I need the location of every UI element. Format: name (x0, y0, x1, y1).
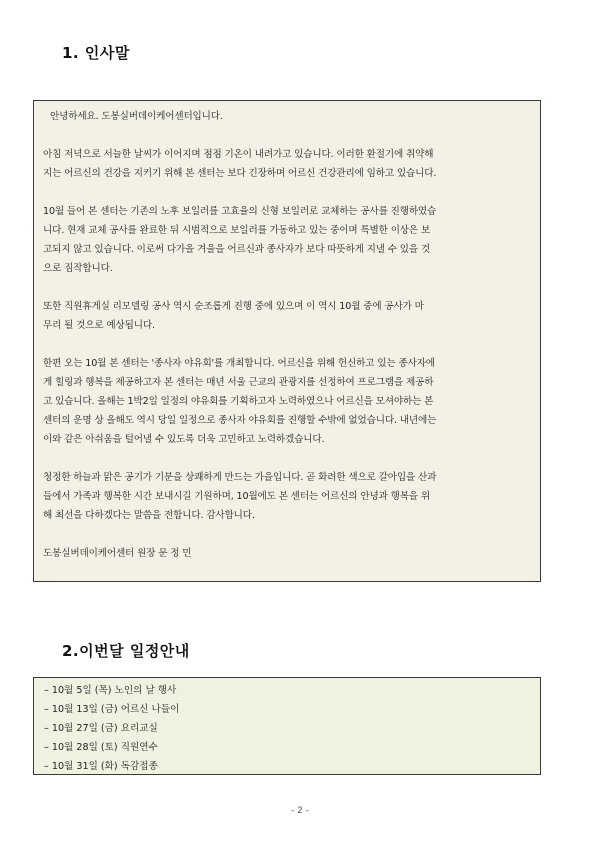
schedule-item: – 10월 27일 (금) 요리교실 (44, 723, 158, 734)
greeting-paragraph: 아침 저녁으로 서늘한 날씨가 이어지며 점점 기온이 내려가고 있습니다. 이러한 환절기에 취약해 지는 어르신의 건강을 지키기 위해 본 센터는 보다 긴장하며 어르신 건강관리에 임하고 있습니다. (43, 149, 437, 179)
schedule-section-title: 2.이번달 일정안내 (62, 642, 190, 660)
greeting-letter-box (33, 100, 541, 582)
greeting-paragraph: 한편 오는 10월 본 센터는 '종사자 야유회'를 개최합니다. 어르신을 위해 헌신하고 있는 종사자에 게 힐링과 행복을 제공하고자 본 센터는 매년 서울 근교의 관광지를 선정하여 프로그램을 제공하 고 있습니다. 올해는 1박2일 일정의 야유회를 기획하고자 노력하였으나 어르신을 모셔야하는 본 센터의 운명 상 올해도 역시 당일 일정으로 종사자 야유회를 진행할 수밖에 없었습니다. 내년에는 이와 같은 아쉬움을 털어낼 수 있도록 더욱 고민하고 노력하겠습니다. (43, 358, 437, 445)
greeting-section-title: 1. 인사말 (62, 44, 130, 62)
greeting-paragraph: 또한 직원휴게실 리모델링 공사 역시 순조롭게 진행 중에 있으며 이 역시 10월 중에 공사가 마 무리 될 것으로 예상됩니다. (43, 301, 424, 331)
schedule-item: – 10월 28일 (토) 직원연수 (44, 742, 158, 753)
schedule-item: – 10월 13일 (금) 어르신 나들이 (44, 704, 180, 715)
greeting-paragraph: 안녕하세요. 도봉실버데이케어센터입니다. (50, 111, 223, 122)
greeting-paragraph: 10월 들어 본 센터는 기존의 노후 보일러를 고효율의 신형 보일러로 교체하는 공사를 진행하였습 니다. 현재 교체 공사를 완료한 뒤 시범적으로 보일러를 가동하고 있는 중이며 특별한 이상은 보 고되지 않고 있습니다. 이로써 다가올 겨울을 어르신과 종사자가 보다 따뜻하게 지낼 수 있을 것 으로 짐작합니다. (43, 206, 437, 274)
schedule-item: – 10월 5일 (목) 노인의 날 행사 (44, 685, 177, 696)
greeting-paragraph: 청정한 하늘과 맑은 공기가 기분을 상쾌하게 만드는 가을입니다. 곧 화려한 색으로 갈아입을 산과 들에서 가족과 행복한 시간 보내시길 기원하며, 10월에도 본 센터는 어르신의 안녕과 행복을 위 해 최선을 다하겠다는 말씀을 전합니다. 감사합니다. (43, 472, 437, 521)
schedule-list (33, 677, 541, 775)
schedule-item: – 10월 31일 (화) 독감접종 (44, 761, 158, 772)
greeting-signature: 도봉실버데이케어센터 원장 문 정 민 (43, 548, 192, 559)
page-number: - 2 - (291, 806, 309, 816)
